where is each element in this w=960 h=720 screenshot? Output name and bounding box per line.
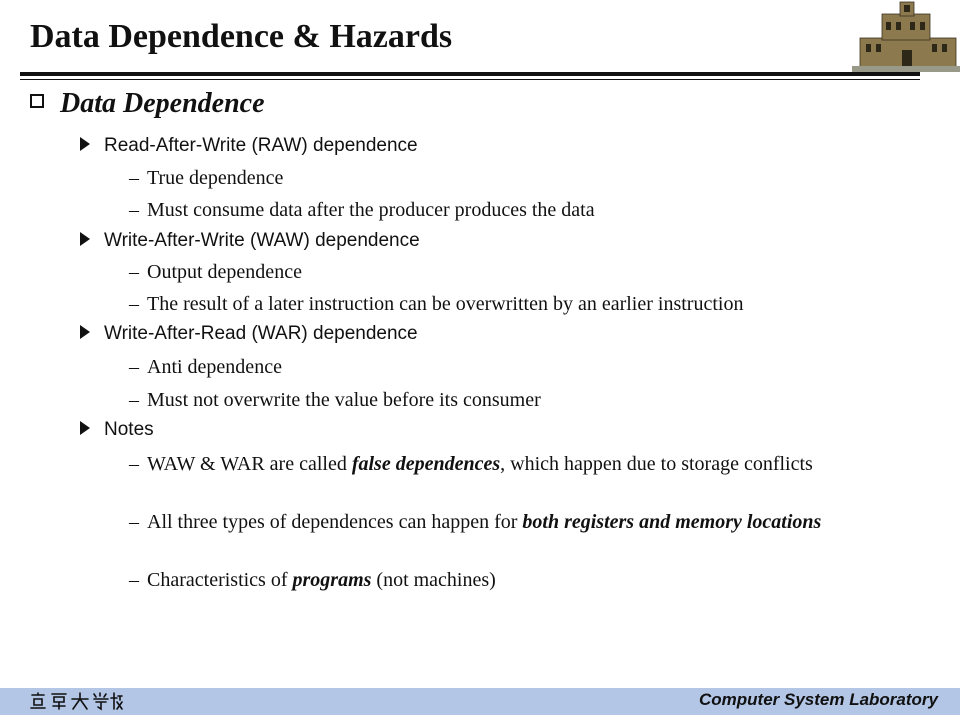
- korea-university-calligraphy-logo: [28, 691, 123, 711]
- bullet-label: Write-After-Write (WAW) dependence: [104, 230, 420, 251]
- right-triangle-arrow-icon: [80, 421, 90, 435]
- dash-icon: –: [129, 389, 139, 411]
- dash-icon: –: [129, 199, 139, 221]
- dash-icon: –: [129, 569, 139, 591]
- heading-text: Data Dependence: [60, 88, 265, 119]
- footer-lab-name: Computer System Laboratory: [699, 690, 938, 709]
- dash-icon: –: [129, 453, 139, 475]
- bullet-raw: [80, 135, 418, 157]
- bullet-label: Notes: [104, 419, 154, 440]
- sub-bullet: – Output dependence: [129, 261, 302, 283]
- right-triangle-arrow-icon: [80, 137, 90, 151]
- bullet-label: Write-After-Read (WAR) dependence: [104, 323, 418, 344]
- title-rule: [20, 72, 920, 76]
- bullet-label: Read-After-Write (RAW) dependence: [104, 135, 418, 156]
- title-rule-thin: [20, 79, 920, 80]
- dash-icon: –: [129, 356, 139, 378]
- right-triangle-arrow-icon: [80, 232, 90, 246]
- right-triangle-arrow-icon: [80, 325, 90, 339]
- sub-bullet: – Anti dependence: [129, 356, 282, 378]
- sub-bullet: – The result of a later instruction can be overwritten by an earlier instruction: [129, 293, 744, 315]
- sub-bullet: – Characteristics of programs (not machines): [129, 569, 496, 591]
- sub-bullet: – All three types of dependences can happen for both registers and memory locations: [129, 511, 822, 533]
- bullet-notes: [80, 419, 154, 441]
- bullet-waw: [80, 230, 420, 252]
- bullet-war: [80, 323, 418, 345]
- dash-icon: –: [129, 511, 139, 533]
- university-building-logo: [852, 0, 960, 72]
- slide-title: Data Dependence & Hazards: [30, 18, 453, 55]
- sub-bullet: – Must not overwrite the value before its consumer: [129, 389, 541, 411]
- sub-bullet: – True dependence: [129, 167, 284, 189]
- sub-bullet: – WAW & WAR are called false dependences, which happen due to storage conflicts: [129, 453, 813, 475]
- hollow-square-icon: [30, 94, 44, 108]
- sub-bullet: – Must consume data after the producer produces the data: [129, 199, 595, 221]
- section-heading: [30, 88, 265, 120]
- dash-icon: –: [129, 167, 139, 189]
- dash-icon: –: [129, 293, 139, 315]
- dash-icon: –: [129, 261, 139, 283]
